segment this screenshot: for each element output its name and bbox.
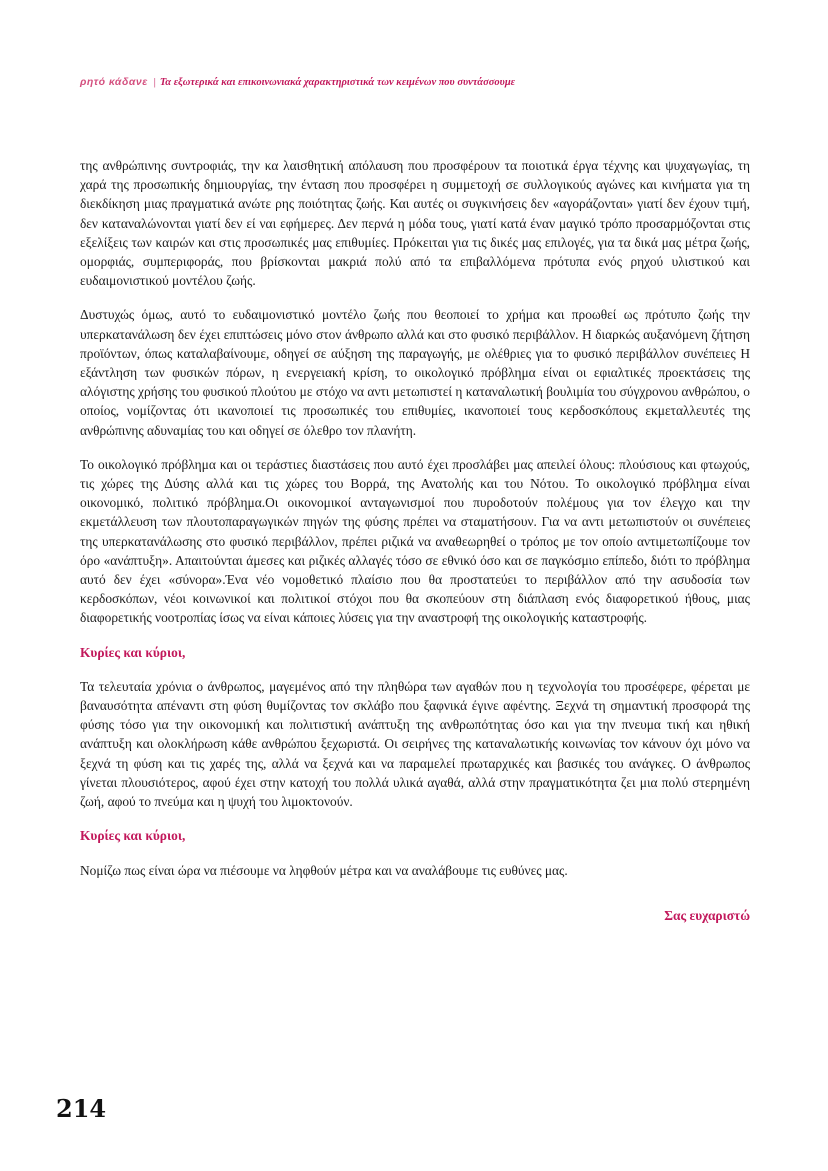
header-separator: |	[153, 77, 156, 88]
body-paragraph-5: Νομίζω πως είναι ώρα να πιέσουμε να ληφθούν μέτρα και να αναλάβουμε τις ευθύνες μας.	[80, 862, 568, 878]
closing-thanks: Σας ευχαριστώ	[664, 907, 750, 923]
audience-address-2: Κυρίες και κύριοι,	[80, 828, 186, 844]
header-section-title: ρητό κάδανε	[80, 76, 148, 88]
body-paragraph-2: Δυστυχώς όμως, αυτό το ευδαιμονιστικό μοντέλο ζωής που θεοποιεί το χρήμα και προωθεί ως πρότυπο ζωής την υπερκατανάλωση δεν έχει επιπτώσεις μόνο στον άνθρωπο αλλά και στο φυσικό περιβάλλον. Η διαρκώς αυξανόμενη ζήτηση προϊόντων, όπως καταλαβαίνουμε, οδηγεί σε αύξηση της παραγωγής, με ολέθριες για το φυσικό περιβάλλον συνέπειες Η εξάντληση των φυσικών πόρων, η ενεργειακή κρίση, το οικολογικό πρόβλημα είναι οι εφιαλτικές προεκτάσεις της αλόγιστης χρήσης του φυσικού πλούτου με στόχο να αντι μετωπιστεί η καταναλωτική βουλιμία του σύγχρονου ανθρώπου, ο οποίος, νομίζοντας ότι ικανοποιεί τις προσωπικές του επιθυμίες, ικανοποιεί τους κερδοσκόπους εκμεταλλευτές της ανθρώπινης αδυναμίας του και οδηγεί σε όλεθρο τον πλανήτη.	[80, 307, 750, 438]
page-number: 214	[56, 1094, 107, 1123]
body-paragraph-1: της ανθρώπινης συντροφιάς, την κα λαισθητική απόλαυση που προσφέρουν τα ποιοτικά έργα τέχνης και ψυχαγωγίας, τη χαρά της προσωπικής δημιουργίας, την ένταση που προσφέρει η συμμετοχή σε συλλογικούς αγώνες και κινήματα για τη διεκδίκηση μιας πραγματικά ανώτε ρης ποιότητας ζωής. Και αυτές οι συγκινήσεις δεν «αγοράζονται» γιατί δεν έχουν τιμή, δεν καταναλώνονται γιατί δεν εί ναι εφήμερες. Δεν περνά η μόδα τους, γιατί κατά έναν μαγικό τρόπο προσαρμόζονται στις εξελίξεις των καιρών και στις προσωπικές μας επιθυμίες. Πρόκειται για τις δικές μας επιλογές, για τα δικά μας μέτρα ζωής, ομορφιάς, συμπεριφοράς, που βρίσκονται μακριά πολύ από τα επιβαλλόμενα πρότυπα ενός ρηχού υλιστικού και ευδαιμονιστικού μοντέλου ζωής.	[80, 158, 750, 289]
body-paragraph-3: Το οικολογικό πρόβλημα και οι τεράστιες διαστάσεις που αυτό έχει προσλάβει μας απειλεί όλους: πλούσιους και φτωχούς, τις χώρες της Δύσης αλλά και τις χώρες του Βορρά, της Ανατολής και του Νότου. Το οικολογικό πρόβλημα είναι οικονομικό, πολιτικό πρόβλημα.Οι οικονομικοί ανταγωνισμοί που πυροδοτούν πολέμους για τον έλεγχο και την εκμετάλλευση των πλουτοπαραγωγικών πηγών της φύσης πρέπει να σταματήσουν. Για να αντι μετωπιστούν οι συνέπειες της υπερκατανάλωσης στο φυσικό περιβάλλον, πρέπει ριζικά να αναθεωρηθεί ο τρόπος με τον οποίο αντιμετωπίζουμε τον όρο «ανάπτυξη». Απαιτούνται άμεσες και ριζικές αλλαγές τόσο σε εθνικό όσο και σε παγκόσμιο επίπεδο, διότι το πρόβλημα αυτό δεν έχει «σύνορα».Ένα νέο νομοθετικό πλαίσιο που θα προστατεύει το περιβάλλον από την ασυδοσία των κερδοσκόπων, νέοι κοινωνικοί και πολιτικοί στόχοι που θα σκοπεύουν στη διάπλαση ενός διαφορετικού ήθους, μιας διαφορετικής νοοτροπίας ίσως να είναι κάποιες λύσεις για την αναστροφή της οικολογικής καταστροφής.	[80, 456, 750, 626]
body-paragraph-4: Τα τελευταία χρόνια ο άνθρωπος, μαγεμένος από την πληθώρα των αγαθών που η τεχνολογία του προσέφερε, φέρεται με βαναυσότητα απέναντι στη φύση θυμίζοντας τον σκλάβο που ξαφνικά έγινε αφέντης. Ξεχνά τη σημαντική προσφορά της φύσης τόσο για την οικονομική και πολιτιστική ανάπτυξη της ανθρωπότητας όσο και για την πνευμα τική και ηθική ανάπτυξη και ολοκλήρωση κάθε ανθρώπου ξεχωριστά. Οι σειρήνες της καταναλωτικής κοινωνίας τον κάνουν όχι μόνο να ξεχνά τη φύση και τις χαρές της, αλλά να ξεχνά και να παραμελεί πρωταρχικές και βασικές του ανάγκες. Ο άνθρωπος γίνεται πλουσιότερος, αφού έχει στην κατοχή του πολλά υλικά αγαθά, αλλά στην πραγματικότητα ζει μια πολύ στερημένη ζωή, αφού το πνεύμα και η ψυχή του λιμοκτονούν.	[80, 678, 750, 810]
audience-address-1: Κυρίες και κύριοι,	[80, 644, 186, 660]
header-subtitle: Τα εξωτερικά και επικοινωνιακά χαρακτηριστικά των κειμένων που συντάσσουμε	[159, 77, 515, 88]
speech-body	[80, 156, 750, 940]
running-header	[80, 76, 760, 88]
